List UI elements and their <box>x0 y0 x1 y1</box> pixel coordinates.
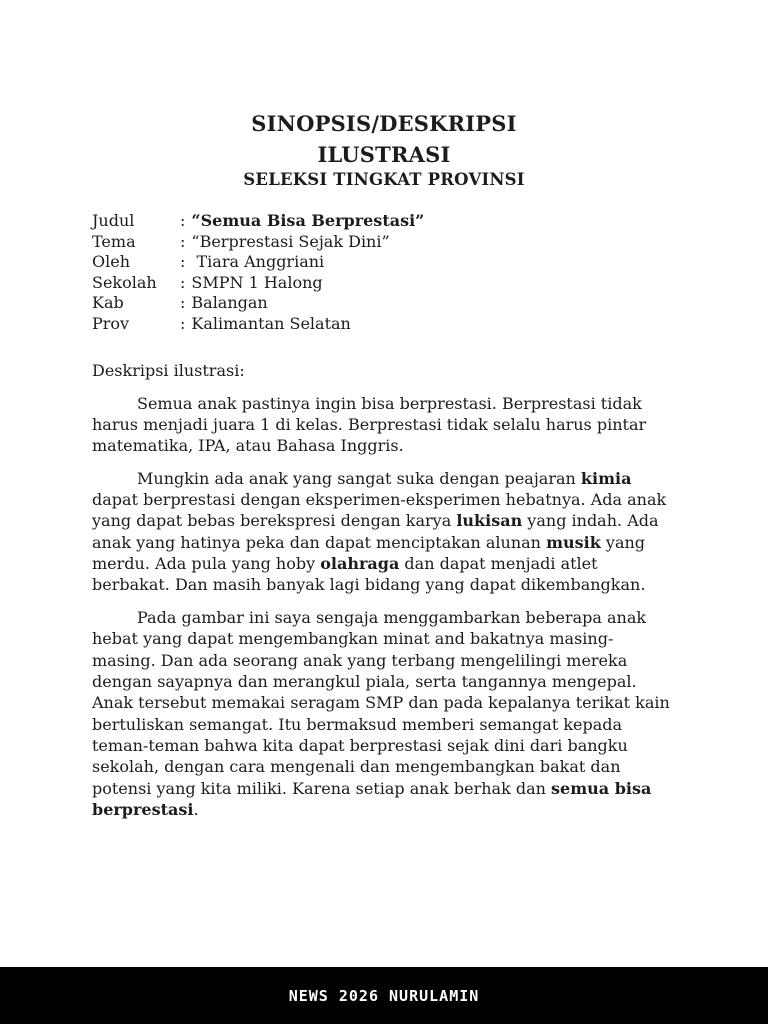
text-segment-bold: musik <box>546 532 601 552</box>
watermark-text: NEWS 2026 NURULAMIN <box>288 986 480 1005</box>
text-segment: Pada gambar ini saya sengaja menggambarkan beberapa anak hebat yang dapat mengembangkan minat and bakatnya masing-masing. Dan ada seorang anak yang terbang mengelilingi mereka dengan sayapnya dan merangkul piala, serta tangannya mengepal. Anak tersebut memakai seragam SMP dan pada kepalanya terikat kain bertuliskan semangat. Itu bermaksud memberi semangat kepada teman-teman bahwa kita dapat berprestasi sejak dini dari bangku sekolah, dengan cara mengenali dan mengembangkan bakat dan potensi yang kita miliki. Karena setiap anak berhak dan <box>92 608 670 798</box>
text-segment-bold: kimia <box>580 468 632 488</box>
meta-label: Prov <box>92 313 130 333</box>
text-segment-bold: olahraga <box>320 554 400 574</box>
text-segment: dapat berprestasi dengan eksperimen-eksperimen hebatnya. Ada anak yang dapat bebas berekspresi dengan karya <box>92 490 667 531</box>
meta-colon: : <box>180 252 186 271</box>
meta-row-sekolah <box>92 273 676 294</box>
meta-value-sekolah: SMPN 1 Halong <box>191 272 323 292</box>
meta-colon: : <box>180 231 186 251</box>
text-segment: Semua anak pastinya ingin bisa berprestasi. Berprestasi tidak harus menjadi juara 1 di kelas. Berprestasi tidak selalu harus pintar matematika, IPA, atau Bahasa Inggris. <box>92 393 647 456</box>
watermark-bar <box>0 967 768 1024</box>
text-segment: yang merdu. Ada pula yang hoby <box>92 532 646 574</box>
meta-row-tema <box>92 232 676 253</box>
meta-label: Judul <box>92 211 135 230</box>
document-subtitle: SELEKSI TINGKAT PROVINSI <box>243 170 525 189</box>
title-line-1: SINOPSIS/DESKRIPSI <box>251 111 517 136</box>
meta-label: Tema <box>92 231 136 251</box>
meta-row-kab <box>92 293 676 314</box>
meta-row-prov <box>92 314 676 335</box>
paragraph-2 <box>92 468 676 596</box>
meta-row-oleh <box>92 252 676 273</box>
meta-row-judul <box>92 211 676 232</box>
paragraph-1 <box>92 393 676 457</box>
meta-colon: : <box>180 272 186 292</box>
meta-label: Kab <box>92 293 124 312</box>
title-line-2: ILUSTRASI <box>317 142 451 167</box>
paragraph-3 <box>92 607 676 820</box>
document-header <box>92 0 676 190</box>
meta-value-tema: “Berprestasi Sejak Dini” <box>191 231 390 251</box>
meta-label: Sekolah <box>92 272 157 292</box>
text-segment: Mungkin ada anak yang sangat suka dengan peajaran <box>137 468 581 488</box>
text-segment-bold: semua bisa berprestasi <box>92 778 652 819</box>
description-heading: Deskripsi ilustrasi: <box>92 361 245 380</box>
text-segment: dan dapat menjadi atlet berbakat. Dan masih banyak lagi bidang yang dapat dikembangkan. <box>92 554 646 595</box>
meta-value-judul: “Semua Bisa Berprestasi” <box>191 211 425 230</box>
meta-value-oleh: Tiara Anggriani <box>191 252 325 271</box>
metadata-block <box>92 211 676 334</box>
meta-label: Oleh <box>92 252 131 271</box>
meta-colon: : <box>180 211 186 230</box>
meta-colon: : <box>180 313 186 333</box>
text-segment-bold: lukisan <box>456 511 523 531</box>
meta-value-prov: Kalimantan Selatan <box>191 313 351 333</box>
text-segment: yang indah. Ada anak yang hatinya peka dan dapat menciptakan alunan <box>92 511 659 552</box>
meta-colon: : <box>180 293 186 312</box>
meta-value-kab: Balangan <box>191 293 268 312</box>
text-segment: . <box>193 799 199 819</box>
